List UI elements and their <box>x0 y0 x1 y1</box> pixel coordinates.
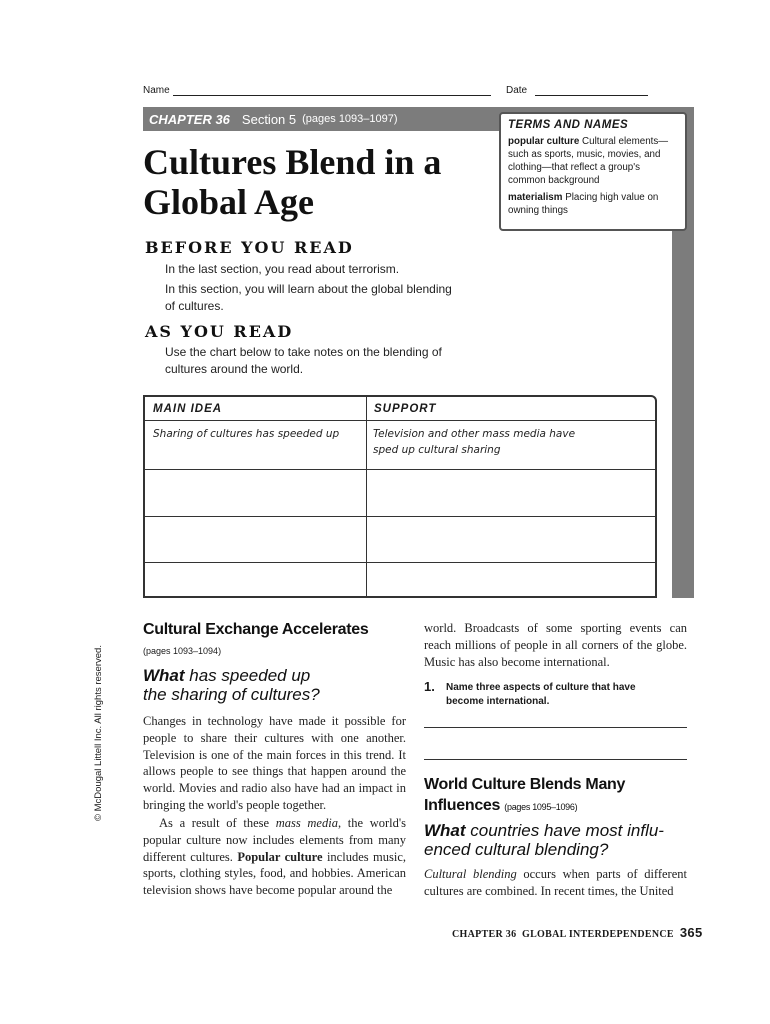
section-pages: (pages 1093–1097) <box>302 113 398 125</box>
row3-main-idea-cell[interactable] <box>145 517 365 561</box>
before-you-read-p2: In this section, you will learn about the global blending of cultures. <box>165 282 452 313</box>
as-you-read-p1: Use the chart below to take notes on the blending of cultures around the world. <box>165 345 442 376</box>
terms-heading: TERMS AND NAMES <box>508 119 629 131</box>
question-1 <box>424 680 687 709</box>
term-definition: Cultural elements—such as sports, music, movies, and clothing—that reflect a group's common background <box>508 136 669 186</box>
row1-support[interactable]: Television and other mass media have sped up cultural sharing <box>373 428 576 456</box>
before-you-read-p1: In the last section, you read about terrorism. <box>165 262 400 276</box>
right-para-cont: world. Broadcasts of some sporting events can reach millions of people in all corners of the globe. Music has also become international. <box>424 621 687 669</box>
para-text: , the world's popular culture now includes elements from many different cultures. <box>143 816 406 864</box>
page-title <box>143 142 493 222</box>
cultural-exchange-subhead: Cultural Exchange Accelerates <box>143 621 369 638</box>
left-para-1: Changes in technology have made it possible for people to share their cultures with one another. Television is one of the main forces in this trend. It allows people to see things that happen around the world. Movies and radio also have had an impact in bringing the world's people together. <box>143 714 406 812</box>
footer-chapter-text: CHAPTER 36 GLOBAL INTERDEPENDENCE <box>452 929 674 940</box>
term-name: materialism <box>508 192 563 203</box>
title-line-1: Cultures Blend in a <box>143 142 442 182</box>
row4-support-cell[interactable] <box>367 563 655 596</box>
terms-and-names-box <box>499 112 687 231</box>
name-field[interactable] <box>173 95 491 96</box>
row2-support-cell[interactable] <box>367 470 655 515</box>
para-text: As a result of these <box>159 816 276 830</box>
subhead-line-1: World Culture Blends Many <box>424 776 626 793</box>
para-text: occurs when parts of different cultures are combined. In recent times, the United <box>424 867 687 898</box>
left-question <box>143 666 408 704</box>
row2-main-idea-cell[interactable] <box>145 470 365 515</box>
page-number: 365 <box>679 925 703 940</box>
subhead-line-2: Influences <box>424 797 501 814</box>
cultural-exchange-pages: (pages 1093–1094) <box>143 646 222 656</box>
question-word: What <box>143 666 185 685</box>
row3-support-cell[interactable] <box>367 517 655 561</box>
main-idea-header: MAIN IDEA <box>145 397 366 421</box>
question-number: 1. <box>424 679 435 694</box>
term-materialism <box>508 191 678 217</box>
copyright-notice: © McDougal Littell Inc. All rights reserved. <box>93 645 104 821</box>
term-name: popular culture <box>508 136 580 147</box>
answer-line-2[interactable] <box>424 759 687 760</box>
world-culture-pages: (pages 1095–1096) <box>504 802 578 812</box>
question-line-2: enced cultural blending? <box>424 840 609 859</box>
row4-main-idea-cell[interactable] <box>145 563 365 596</box>
question-text: countries have most influ- <box>465 821 664 840</box>
right-para-2 <box>424 866 687 900</box>
para-text: includes music, sports, clothing styles, food, and hobbies. American television shows have become popular around the <box>143 849 407 898</box>
term-mass-media: mass media <box>275 816 338 830</box>
row1-main-idea[interactable]: Sharing of cultures has speeded up <box>153 428 340 440</box>
as-you-read-heading: AS YOU READ <box>145 322 294 341</box>
term-cultural-blending: Cultural blending <box>424 867 517 881</box>
page-footer <box>452 925 703 940</box>
before-you-read-heading: BEFORE YOU READ <box>145 238 354 257</box>
world-culture-subhead <box>424 774 689 818</box>
term-popular-culture-bold: Popular culture <box>237 849 323 864</box>
term-popular-culture <box>508 135 678 187</box>
chapter-label: CHAPTER 36 <box>149 111 230 127</box>
answer-line-1[interactable] <box>424 727 687 728</box>
question-1-text: Name three aspects of culture that have become international. <box>446 682 636 707</box>
right-question <box>424 821 689 859</box>
title-line-2: Global Age <box>143 182 315 222</box>
support-header: SUPPORT <box>366 397 655 421</box>
section-label: Section 5 <box>241 111 297 127</box>
question-word: What <box>424 821 466 840</box>
term-definition: Placing high value on owning things <box>508 192 659 216</box>
question-line-2: the sharing of cultures? <box>143 685 320 704</box>
left-para-2 <box>143 815 406 899</box>
date-field[interactable] <box>535 95 648 96</box>
name-label: Name <box>143 85 170 96</box>
date-label: Date <box>506 85 528 96</box>
question-text: has speeded up <box>184 666 311 685</box>
notes-chart <box>143 395 657 598</box>
